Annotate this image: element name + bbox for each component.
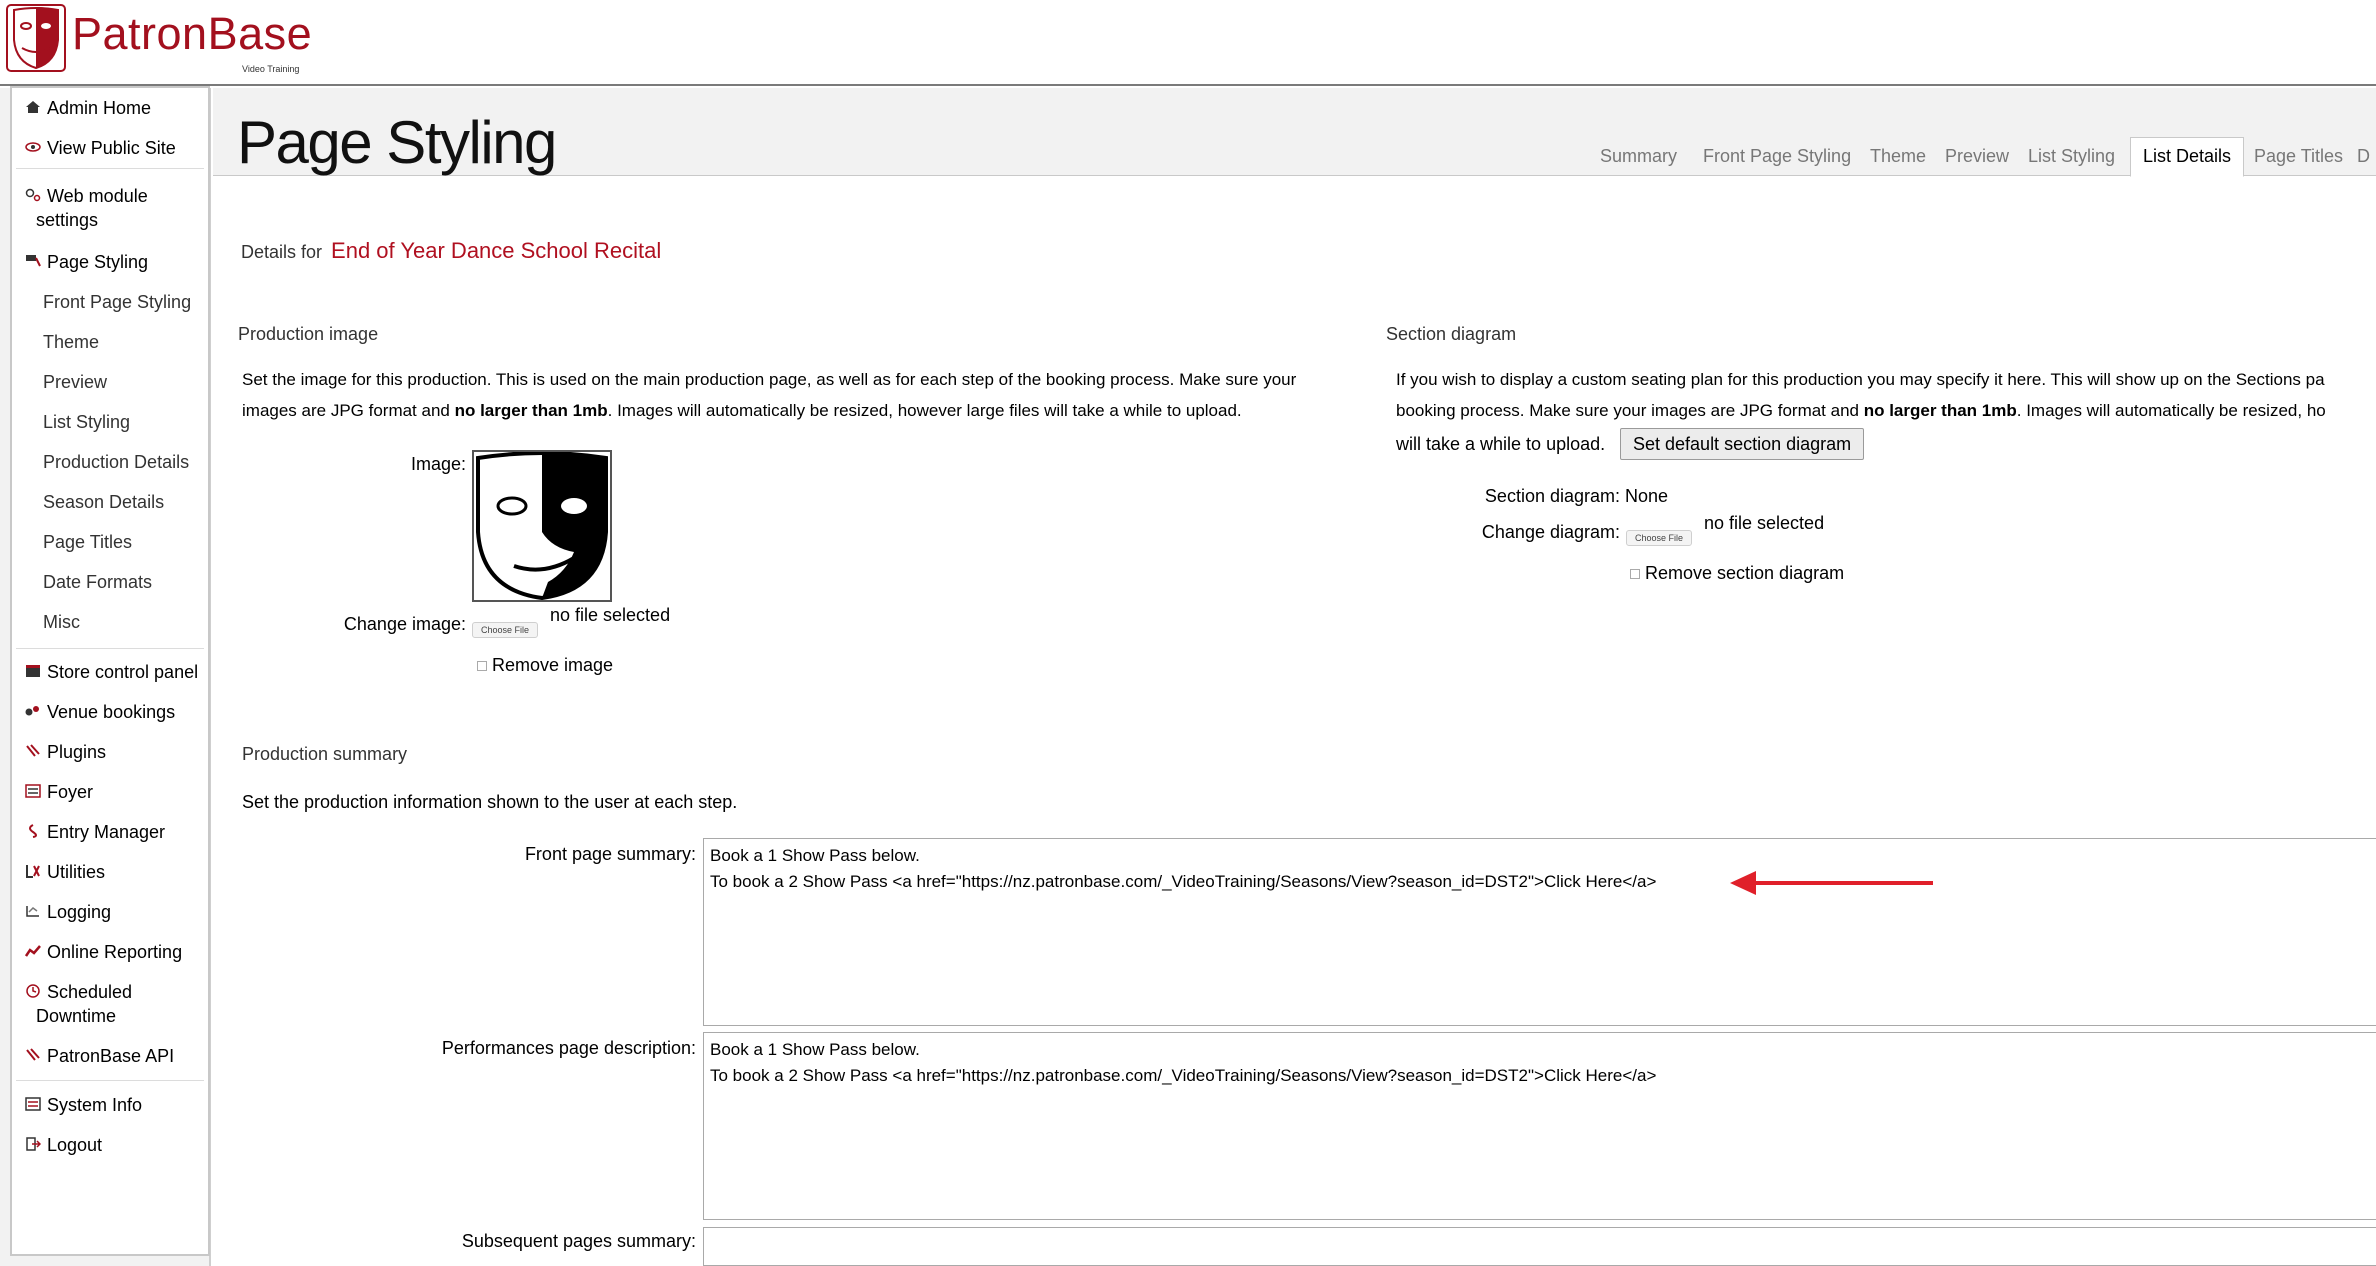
- entry-icon: [25, 824, 41, 838]
- remove-section-diagram-checkbox[interactable]: [1630, 569, 1640, 579]
- sidebar-divider: [16, 1080, 204, 1081]
- brand-name: PatronBase: [72, 8, 313, 59]
- sidebar-item-label: Web module: [47, 186, 148, 206]
- sidebar-subitem-page-titles[interactable]: Page Titles: [43, 532, 133, 552]
- section-diagram-value: None: [1625, 486, 1669, 506]
- sidebar-subitem-season-details[interactable]: Season Details: [43, 492, 165, 512]
- venue-icon: [25, 704, 41, 718]
- tab-page-titles[interactable]: Page Titles: [2254, 146, 2344, 166]
- sidebar-item-label: Downtime: [36, 1006, 117, 1026]
- set-default-section-diagram-button[interactable]: Set default section diagram: [1620, 428, 1864, 460]
- remove-image-checkbox[interactable]: [477, 661, 487, 671]
- no-file-selected-text: no file selected: [550, 605, 671, 625]
- sidebar-divider: [16, 168, 204, 169]
- store-icon: [25, 664, 41, 678]
- remove-image-label: Remove image: [492, 655, 614, 675]
- sidebar-item-label: Utilities: [47, 862, 106, 882]
- choose-file-button[interactable]: Choose File: [472, 622, 538, 638]
- tab-theme[interactable]: Theme: [1870, 146, 1927, 166]
- description-line: images are JPG format and no larger than 1mb. Images will automatically be resized, however large files will take a while to upload.: [242, 401, 1242, 420]
- production-image-title: Production image: [238, 324, 379, 344]
- choose-diagram-file-button[interactable]: Choose File: [1626, 530, 1692, 546]
- sidebar-item-label: View Public Site: [47, 138, 176, 158]
- chart-icon: [25, 944, 41, 958]
- performances-page-description-label: Performances page description:: [441, 1038, 696, 1058]
- subsequent-pages-summary-label: Subsequent pages summary:: [461, 1231, 696, 1251]
- subsequent-pages-summary-textarea[interactable]: [703, 1227, 2376, 1266]
- sidebar-item-label: Online Reporting: [47, 942, 183, 962]
- sidebar-item-label: Scheduled: [47, 982, 133, 1002]
- theatre-mask-logo-icon: [6, 4, 66, 72]
- sidebar-item-label: Admin Home: [47, 98, 152, 118]
- tab-summary[interactable]: Summary: [1600, 146, 1678, 166]
- section-diagram-label: Section diagram:: [1484, 486, 1620, 506]
- sidebar-item-label: settings: [36, 210, 99, 230]
- sidebar-item-label: Foyer: [47, 782, 94, 802]
- image-label: Image:: [410, 454, 466, 474]
- clock-icon: [25, 984, 41, 998]
- foyer-icon: [25, 784, 41, 798]
- house-icon: [25, 100, 41, 114]
- info-icon: [25, 1097, 41, 1111]
- section-diagram-description: [1396, 364, 2376, 426]
- top-bar: [0, 0, 2376, 86]
- production-name: End of Year Dance School Recital: [331, 238, 662, 263]
- section-diagram-title: Section diagram: [1386, 324, 1517, 344]
- remove-section-diagram-label: Remove section diagram: [1645, 563, 1845, 583]
- sidebar-item-label: System Info: [47, 1095, 143, 1115]
- sidebar-nav: [10, 86, 210, 1256]
- tools-icon: [25, 864, 41, 878]
- sidebar-item-label: Page Styling: [47, 252, 149, 272]
- performances-page-description-textarea[interactable]: Book a 1 Show Pass below. To book a 2 Show Pass <a href="https://nz.patronbase.com/_VideoTraining/Seasons/View?season_id=DST2">Click Here</a>: [703, 1032, 2376, 1220]
- sidebar-item-label: Entry Manager: [47, 822, 166, 842]
- production-image-description: [242, 364, 1372, 426]
- production-summary-title: Production summary: [242, 744, 408, 764]
- api-icon: [25, 1048, 41, 1062]
- logout-icon: [25, 1137, 41, 1151]
- sidebar-item-label: PatronBase API: [47, 1046, 175, 1066]
- sidebar-subitem-front-page-styling[interactable]: Front Page Styling: [43, 292, 192, 312]
- production-summary-intro: Set the production information shown to the user at each step.: [242, 792, 738, 812]
- front-page-summary-textarea[interactable]: Book a 1 Show Pass below. To book a 2 Show Pass <a href="https://nz.patronbase.com/_VideoTraining/Seasons/View?season_id=DST2">Click Here</a>: [703, 838, 2376, 1026]
- sidebar-subitem-theme[interactable]: Theme: [43, 332, 100, 352]
- tab-cut-off[interactable]: D: [2357, 146, 2370, 166]
- diagram-no-file-selected-text: no file selected: [1704, 513, 1825, 533]
- sidebar-subitem-date-formats[interactable]: Date Formats: [43, 572, 153, 592]
- details-prefix: Details for: [241, 242, 323, 262]
- sidebar-item-label: Plugins: [47, 742, 107, 762]
- eye-icon: [25, 140, 41, 154]
- description-line: If you wish to display a custom seating plan for this production you may specify it here. This will show up on the Sections pa: [1396, 370, 2325, 389]
- annotation-arrow-icon: [1730, 866, 1935, 896]
- gears-icon: [25, 188, 41, 202]
- sidebar-subitem-misc[interactable]: Misc: [43, 612, 80, 632]
- sidebar-subitem-list-styling[interactable]: List Styling: [43, 412, 131, 432]
- sidebar-subitem-production-details[interactable]: Production Details: [43, 452, 190, 472]
- tab-list-styling[interactable]: List Styling: [2028, 146, 2116, 166]
- change-diagram-label: Change diagram:: [1481, 522, 1620, 542]
- sidebar-subitem-preview[interactable]: Preview: [43, 372, 108, 392]
- change-image-label: Change image:: [343, 614, 466, 634]
- brand-subtitle: Video Training: [242, 64, 300, 74]
- sidebar-item-label: Venue bookings: [47, 702, 176, 722]
- tab-front-page-styling[interactable]: Front Page Styling: [1703, 146, 1852, 166]
- description-line: booking process. Make sure your images are JPG format and no larger than 1mb. Images will automatically be resized, ho: [1396, 401, 2326, 420]
- log-icon: [25, 904, 41, 918]
- page-title: Page Styling: [237, 109, 556, 176]
- sidebar-item-label: Logging: [47, 902, 112, 922]
- paint-icon: [25, 254, 41, 268]
- tab-preview[interactable]: Preview: [1945, 146, 2010, 166]
- sidebar-item-label: Logout: [47, 1135, 103, 1155]
- theatre-mask-image-icon: [474, 452, 610, 600]
- front-page-summary-label: Front page summary:: [524, 844, 696, 864]
- details-heading: [241, 238, 661, 264]
- section-diagram-description-line3: will take a while to upload.: [1396, 434, 1606, 454]
- sidebar-item-label: Store control panel: [47, 662, 199, 682]
- description-line: Set the image for this production. This is used on the main production page, as well as for each step of the booking process. Make sure your: [242, 370, 1297, 389]
- puzzle-icon: [25, 744, 41, 758]
- tab-list-details[interactable]: List Details: [2130, 137, 2244, 177]
- production-image-thumbnail[interactable]: [472, 450, 612, 602]
- sidebar-divider: [16, 648, 204, 649]
